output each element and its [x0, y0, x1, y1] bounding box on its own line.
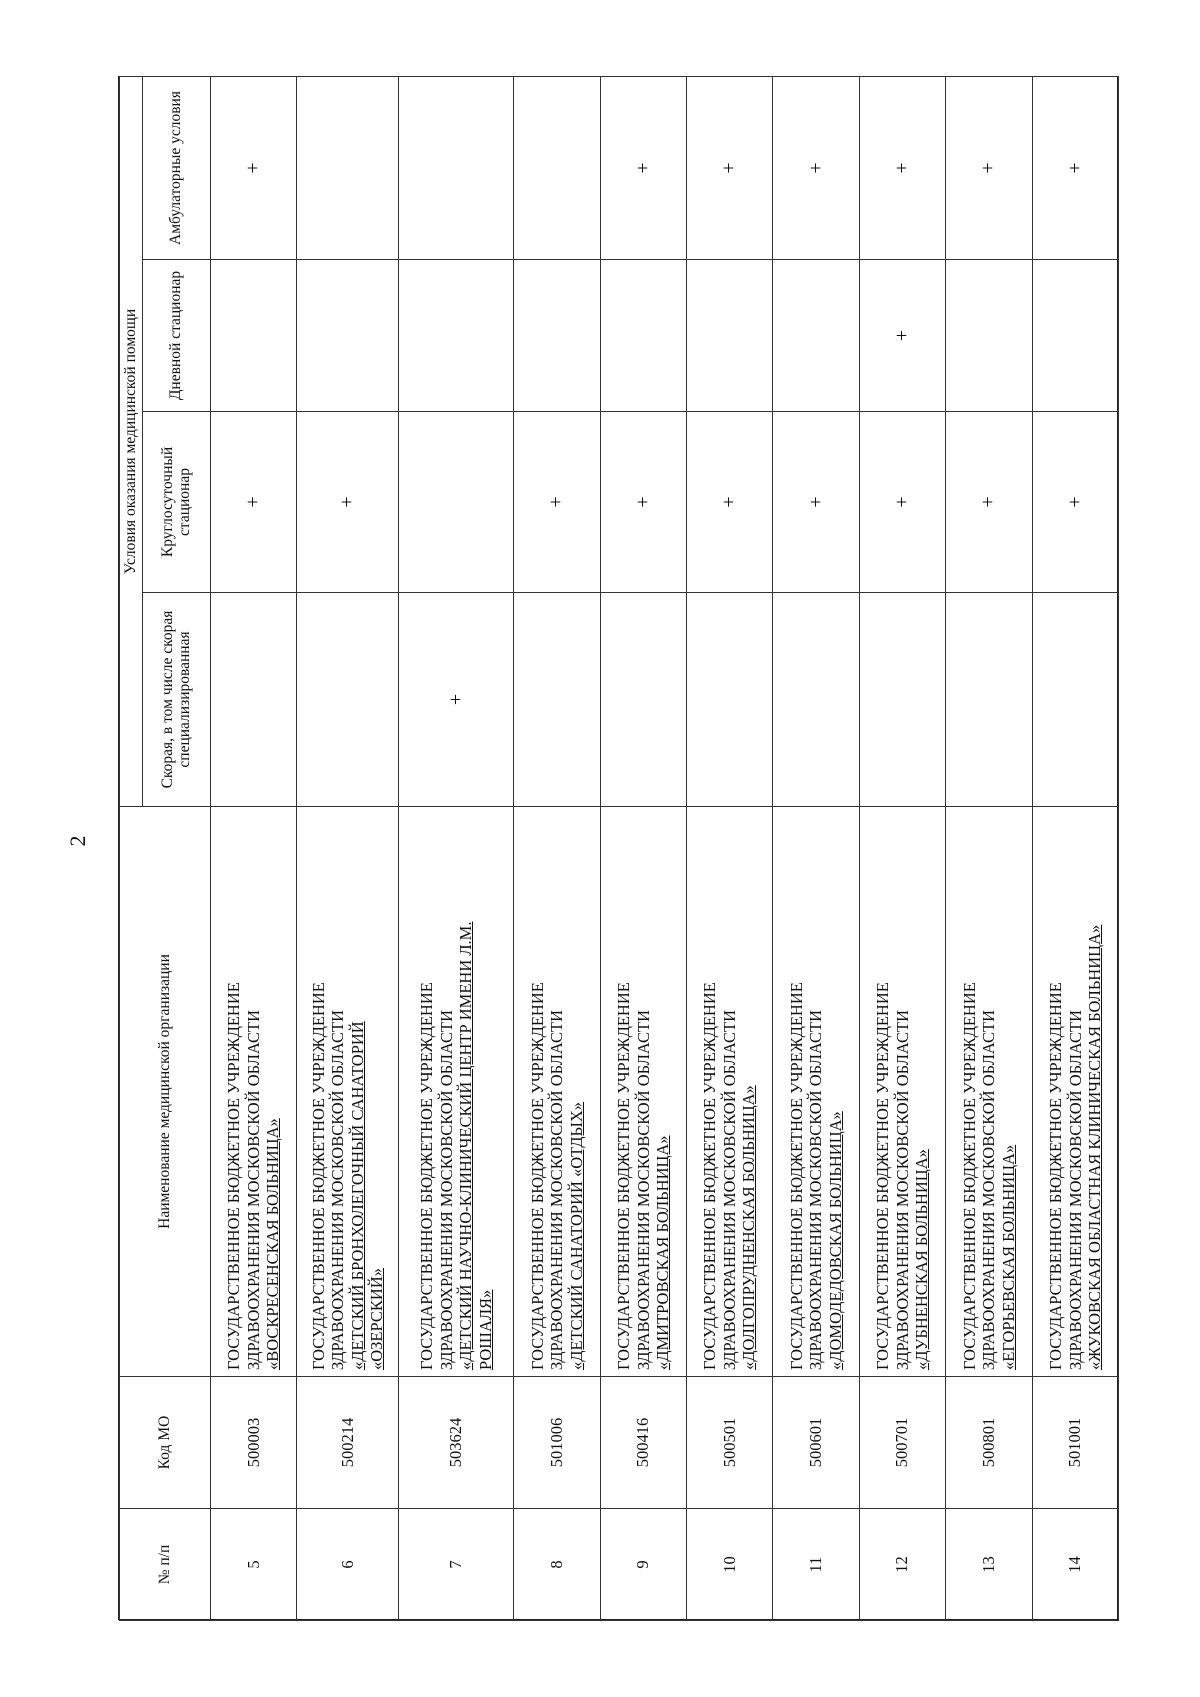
- row-number: 12: [859, 1509, 945, 1621]
- organization-name-line: ГОСУДАРСТВЕННОЕ БЮДЖЕТНОЕ УЧРЕЖДЕНИЕ: [959, 982, 979, 1370]
- table-frame: [118, 76, 1118, 1620]
- row-number: 13: [946, 1509, 1032, 1621]
- table-row: [297, 77, 399, 1621]
- table-row: [859, 77, 945, 1621]
- row-number: 5: [210, 1509, 296, 1621]
- mo-code: 500214: [297, 1377, 399, 1509]
- organization-name: [946, 807, 1032, 1377]
- organization-name-line: ЗДРАВООХРАНЕНИЯ МОСКОВСКОЙ ОБЛАСТИ: [892, 1009, 912, 1370]
- day-hospital-mark: [1032, 260, 1118, 412]
- organization-name-line: ЗДРАВООХРАНЕНИЯ МОСКОВСКОЙ ОБЛАСТИ: [328, 1009, 348, 1370]
- organization-name: [399, 807, 514, 1377]
- organization-name-line: ЗДРАВООХРАНЕНИЯ МОСКОВСКОЙ ОБЛАСТИ: [436, 1009, 456, 1370]
- day-hospital-mark: [600, 260, 686, 412]
- mo-code: 500003: [210, 1377, 296, 1509]
- organization-name-line: «ДОЛГОПРУДНЕНСКАЯ БОЛЬНИЦА»: [739, 1085, 759, 1370]
- emergency-mark: [600, 593, 686, 807]
- mo-code: 501001: [1032, 1377, 1118, 1509]
- outpatient-mark: +: [859, 77, 945, 260]
- organization-name-line: «ВОСКРЕСЕНСКАЯ БОЛЬНИЦА»: [263, 1118, 283, 1370]
- row-number: 14: [1032, 1509, 1118, 1621]
- organization-name-line: «ДУБНЕНСКАЯ БОЛЬНИЦА»: [912, 1149, 932, 1370]
- organization-name-line: «ДЕТСКИЙ НАУЧНО-КЛИНИЧЕСКИЙ ЦЕНТР ИМЕНИ Л.М.: [456, 921, 476, 1370]
- table-body: [210, 77, 1118, 1621]
- organization-name-line: ЗДРАВООХРАНЕНИЯ МОСКОВСКОЙ ОБЛАСТИ: [1065, 1009, 1085, 1370]
- table-row: [210, 77, 296, 1621]
- outpatient-mark: +: [773, 77, 859, 260]
- outpatient-mark: [514, 77, 600, 260]
- round-clock-mark: +: [514, 412, 600, 593]
- table-row: [600, 77, 686, 1621]
- round-clock-mark: +: [687, 412, 773, 593]
- organization-name-line: ЗДРАВООХРАНЕНИЯ МОСКОВСКОЙ ОБЛАСТИ: [633, 1009, 653, 1370]
- header-round-clock: Круглосуточный стационар: [142, 412, 210, 593]
- emergency-mark: [859, 593, 945, 807]
- page-number: 2: [65, 835, 90, 847]
- header-code: Код МО: [120, 1377, 211, 1509]
- organization-name-line: ГОСУДАРСТВЕННОЕ БЮДЖЕТНОЕ УЧРЕЖДЕНИЕ: [786, 982, 806, 1370]
- mo-code: 500701: [859, 1377, 945, 1509]
- table-row: [399, 77, 514, 1621]
- table-row: [687, 77, 773, 1621]
- mo-code: 500601: [773, 1377, 859, 1509]
- mo-code: 500801: [946, 1377, 1032, 1509]
- organization-name: [687, 807, 773, 1377]
- row-number: 11: [773, 1509, 859, 1621]
- organization-name-line: ГОСУДАРСТВЕННОЕ БЮДЖЕТНОЕ УЧРЕЖДЕНИЕ: [873, 982, 893, 1370]
- row-number: 7: [399, 1509, 514, 1621]
- outpatient-mark: +: [946, 77, 1032, 260]
- emergency-mark: +: [399, 593, 514, 807]
- mo-code: 500501: [687, 1377, 773, 1509]
- emergency-mark: [946, 593, 1032, 807]
- organization-name: [514, 807, 600, 1377]
- organization-name-line: ЗДРАВООХРАНЕНИЯ МОСКОВСКОЙ ОБЛАСТИ: [243, 1009, 263, 1370]
- outpatient-mark: [399, 77, 514, 260]
- outpatient-mark: +: [210, 77, 296, 260]
- organization-name-line: ЗДРАВООХРАНЕНИЯ МОСКОВСКОЙ ОБЛАСТИ: [547, 1009, 567, 1370]
- organization-name: [210, 807, 296, 1377]
- organization-name-line: ГОСУДАРСТВЕННОЕ БЮДЖЕТНОЕ УЧРЕЖДЕНИЕ: [1046, 982, 1066, 1370]
- organization-name-line: «ОЗЕРСКИЙ»: [367, 1268, 387, 1370]
- round-clock-mark: +: [859, 412, 945, 593]
- table-row: [946, 77, 1032, 1621]
- organization-name-line: «ДЕТСКИЙ БРОНХОЛЕГОЧНЫЙ САНАТОРИЙ: [347, 1021, 367, 1370]
- organization-name-line: «ЖУКОВСКАЯ ОБЛАСТНАЯ КЛИНИЧЕСКАЯ БОЛЬНИЦА»: [1085, 924, 1105, 1370]
- day-hospital-mark: [210, 260, 296, 412]
- day-hospital-mark: [946, 260, 1032, 412]
- day-hospital-mark: +: [859, 260, 945, 412]
- organization-name-line: ГОСУДАРСТВЕННОЕ БЮДЖЕТНОЕ УЧРЕЖДЕНИЕ: [417, 982, 437, 1370]
- table-row: [1032, 77, 1118, 1621]
- header-num: № п/п: [120, 1509, 211, 1621]
- organization-name-line: ЗДРАВООХРАНЕНИЯ МОСКОВСКОЙ ОБЛАСТИ: [979, 1009, 999, 1370]
- organization-name-line: РОШАЛЯ»: [475, 1289, 495, 1370]
- emergency-mark: [514, 593, 600, 807]
- round-clock-mark: +: [210, 412, 296, 593]
- organization-name-line: ГОСУДАРСТВЕННОЕ БЮДЖЕТНОЕ УЧРЕЖДЕНИЕ: [527, 982, 547, 1370]
- organization-name-line: ЗДРАВООХРАНЕНИЯ МОСКОВСКОЙ ОБЛАСТИ: [719, 1009, 739, 1370]
- organization-name: [773, 807, 859, 1377]
- emergency-mark: [210, 593, 296, 807]
- header-day-hospital: Дневной стационар: [142, 260, 210, 412]
- row-number: 6: [297, 1509, 399, 1621]
- table-row: [773, 77, 859, 1621]
- outpatient-mark: +: [600, 77, 686, 260]
- row-number: 8: [514, 1509, 600, 1621]
- day-hospital-mark: [773, 260, 859, 412]
- round-clock-mark: [399, 412, 514, 593]
- organization-name: [1032, 807, 1118, 1377]
- mo-code: 503624: [399, 1377, 514, 1509]
- outpatient-mark: +: [1032, 77, 1118, 260]
- emergency-mark: [1032, 593, 1118, 807]
- emergency-mark: [773, 593, 859, 807]
- rotated-table-container: [119, 77, 1119, 1621]
- outpatient-mark: [297, 77, 399, 260]
- organization-name-line: ГОСУДАРСТВЕННОЕ БЮДЖЕТНОЕ УЧРЕЖДЕНИЕ: [700, 982, 720, 1370]
- row-number: 10: [687, 1509, 773, 1621]
- header-outpatient: Амбулаторные условия: [142, 77, 210, 260]
- day-hospital-mark: [687, 260, 773, 412]
- outpatient-mark: +: [687, 77, 773, 260]
- organization-name-line: ГОСУДАРСТВЕННОЕ БЮДЖЕТНОЕ УЧРЕЖДЕНИЕ: [614, 982, 634, 1370]
- organization-name: [600, 807, 686, 1377]
- mo-code: 501006: [514, 1377, 600, 1509]
- organization-name-line: ГОСУДАРСТВЕННОЕ БЮДЖЕТНОЕ УЧРЕЖДЕНИЕ: [308, 982, 328, 1370]
- round-clock-mark: +: [297, 412, 399, 593]
- round-clock-mark: +: [773, 412, 859, 593]
- header-emergency: Скорая, в том числе скорая специализированная: [142, 593, 210, 807]
- round-clock-mark: +: [1032, 412, 1118, 593]
- organization-name: [297, 807, 399, 1377]
- organization-name-line: «ДМИТРОВСКАЯ БОЛЬНИЦА»: [653, 1135, 673, 1370]
- day-hospital-mark: [297, 260, 399, 412]
- round-clock-mark: +: [600, 412, 686, 593]
- organization-name-line: «ДЕТСКИЙ САНАТОРИЙ «ОТДЫХ»: [566, 1101, 586, 1370]
- emergency-mark: [297, 593, 399, 807]
- mo-code: 500416: [600, 1377, 686, 1509]
- table-row: [514, 77, 600, 1621]
- medical-organizations-table: [119, 76, 1119, 1621]
- organization-name-line: ЗДРАВООХРАНЕНИЯ МОСКОВСКОЙ ОБЛАСТИ: [806, 1009, 826, 1370]
- organization-name: [859, 807, 945, 1377]
- header-name: Наименование медицинской организации: [120, 807, 211, 1377]
- emergency-mark: [687, 593, 773, 807]
- day-hospital-mark: [514, 260, 600, 412]
- organization-name-line: ГОСУДАРСТВЕННОЕ БЮДЖЕТНОЕ УЧРЕЖДЕНИЕ: [224, 982, 244, 1370]
- organization-name-line: «ДОМОДЕДОВСКАЯ БОЛЬНИЦА»: [825, 1111, 845, 1370]
- round-clock-mark: +: [946, 412, 1032, 593]
- day-hospital-mark: [399, 260, 514, 412]
- organization-name-line: «ЕГОРЬЕВСКАЯ БОЛЬНИЦА»: [998, 1144, 1018, 1370]
- header-conditions: Условия оказания медицинской помощи: [120, 77, 143, 807]
- row-number: 9: [600, 1509, 686, 1621]
